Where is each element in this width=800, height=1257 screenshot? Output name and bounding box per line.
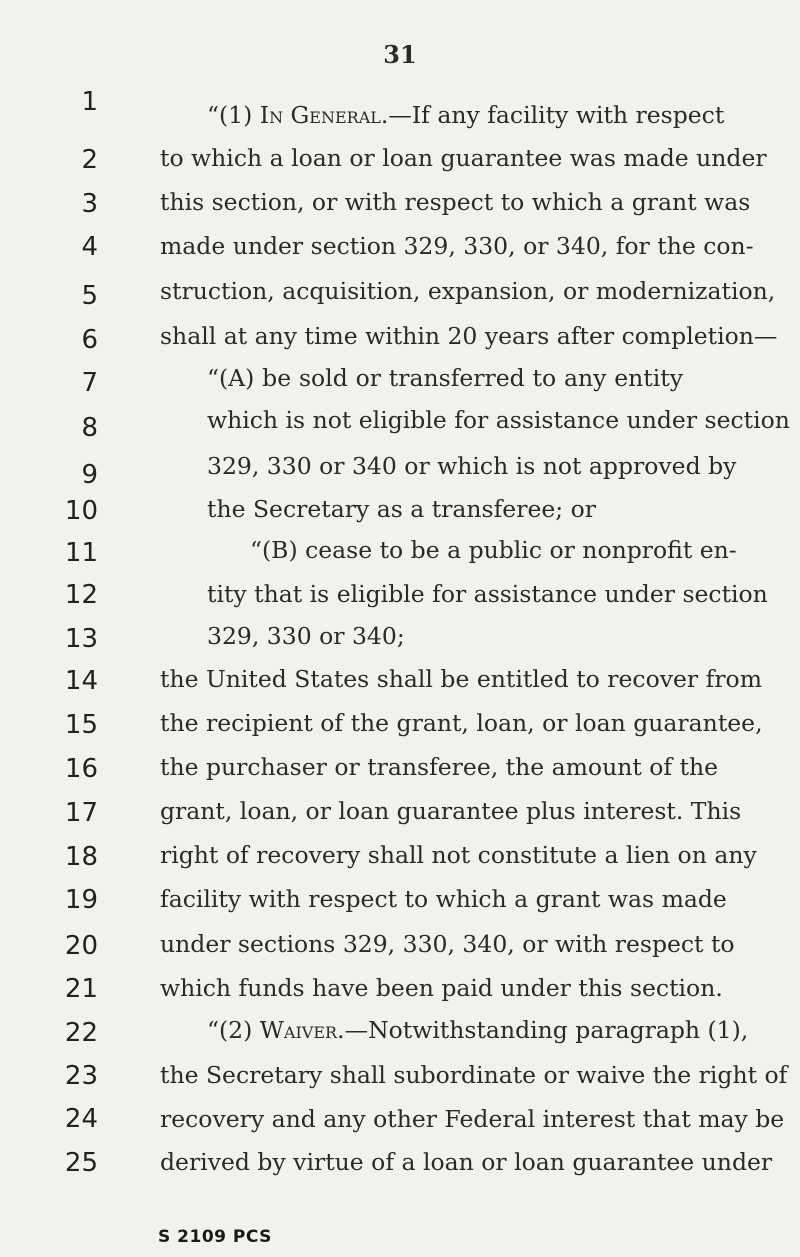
text-line: to which a loan or loan guarantee was made under: [160, 144, 767, 172]
line-number: 14: [64, 666, 98, 696]
text-line: this section, or with respect to which a grant was: [160, 188, 751, 216]
page-number: 31: [383, 40, 417, 69]
text-line: derived by virtue of a loan or loan guarantee under: [160, 1148, 773, 1176]
line-number: 20: [64, 931, 98, 961]
text-line: 329, 330 or 340 or which is not approved by: [207, 452, 737, 480]
bill-identifier-footer: S 2109 PCS: [158, 1227, 272, 1247]
line-number: 8: [81, 413, 98, 443]
line-number: 10: [64, 496, 98, 526]
line-number: 23: [64, 1061, 98, 1091]
text-line: struction, acquisition, expansion, or modernization,: [160, 277, 776, 305]
text-line: “(1) In General.—If any facility with respect: [207, 101, 725, 129]
text-line: under sections 329, 330, 340, or with respect to: [160, 930, 735, 958]
text-line: “(2) Waiver.—Notwithstanding paragraph (1),: [207, 1016, 749, 1044]
text-line: facility with respect to which a grant was made: [160, 885, 727, 913]
text-line: which is not eligible for assistance under section: [207, 406, 790, 434]
paragraph-heading: Waiver: [259, 1016, 338, 1044]
text-line: shall at any time within 20 years after completion—: [160, 322, 778, 350]
line-number: 13: [64, 624, 98, 654]
text-line: tity that is eligible for assistance under section: [207, 580, 768, 608]
line-number: 4: [81, 232, 98, 262]
line-number: 18: [64, 842, 98, 872]
line-number: 17: [64, 798, 98, 828]
paragraph-heading: In General: [259, 101, 381, 129]
line-number: 9: [81, 460, 98, 490]
line-number: 5: [81, 281, 98, 311]
line-number: 11: [64, 538, 98, 568]
text-line: made under section 329, 330, or 340, for the con-: [160, 232, 754, 260]
line-number: 7: [81, 368, 98, 398]
text-line: the recipient of the grant, loan, or loan guarantee,: [160, 709, 763, 737]
line-number: 25: [64, 1148, 98, 1178]
text-line: “(A) be sold or transferred to any entity: [207, 364, 683, 392]
line-number: 12: [64, 580, 98, 610]
text-line: the purchaser or transferee, the amount of the: [160, 753, 719, 781]
text-line: which funds have been paid under this section.: [160, 974, 723, 1002]
line-number: 24: [64, 1104, 98, 1134]
line-number: 22: [64, 1018, 98, 1048]
text-line: 329, 330 or 340;: [207, 622, 405, 650]
line-number: 19: [64, 885, 98, 915]
line-number: 15: [64, 710, 98, 740]
text-line: “(B) cease to be a public or nonprofit en-: [250, 536, 737, 564]
line-number: 3: [81, 189, 98, 219]
line-number: 16: [64, 754, 98, 784]
text-line: grant, loan, or loan guarantee plus interest. This: [160, 797, 742, 825]
text-line: the Secretary shall subordinate or waive the right of: [160, 1061, 788, 1089]
line-number: 2: [81, 145, 98, 175]
text-line: the Secretary as a transferee; or: [207, 495, 597, 523]
line-number: 6: [81, 325, 98, 355]
line-number: 21: [64, 974, 98, 1004]
line-number: 1: [81, 87, 98, 117]
text-line: recovery and any other Federal interest that may be: [160, 1105, 785, 1133]
text-line: the United States shall be entitled to recover from: [160, 665, 762, 693]
text-line: right of recovery shall not constitute a lien on any: [160, 841, 757, 869]
